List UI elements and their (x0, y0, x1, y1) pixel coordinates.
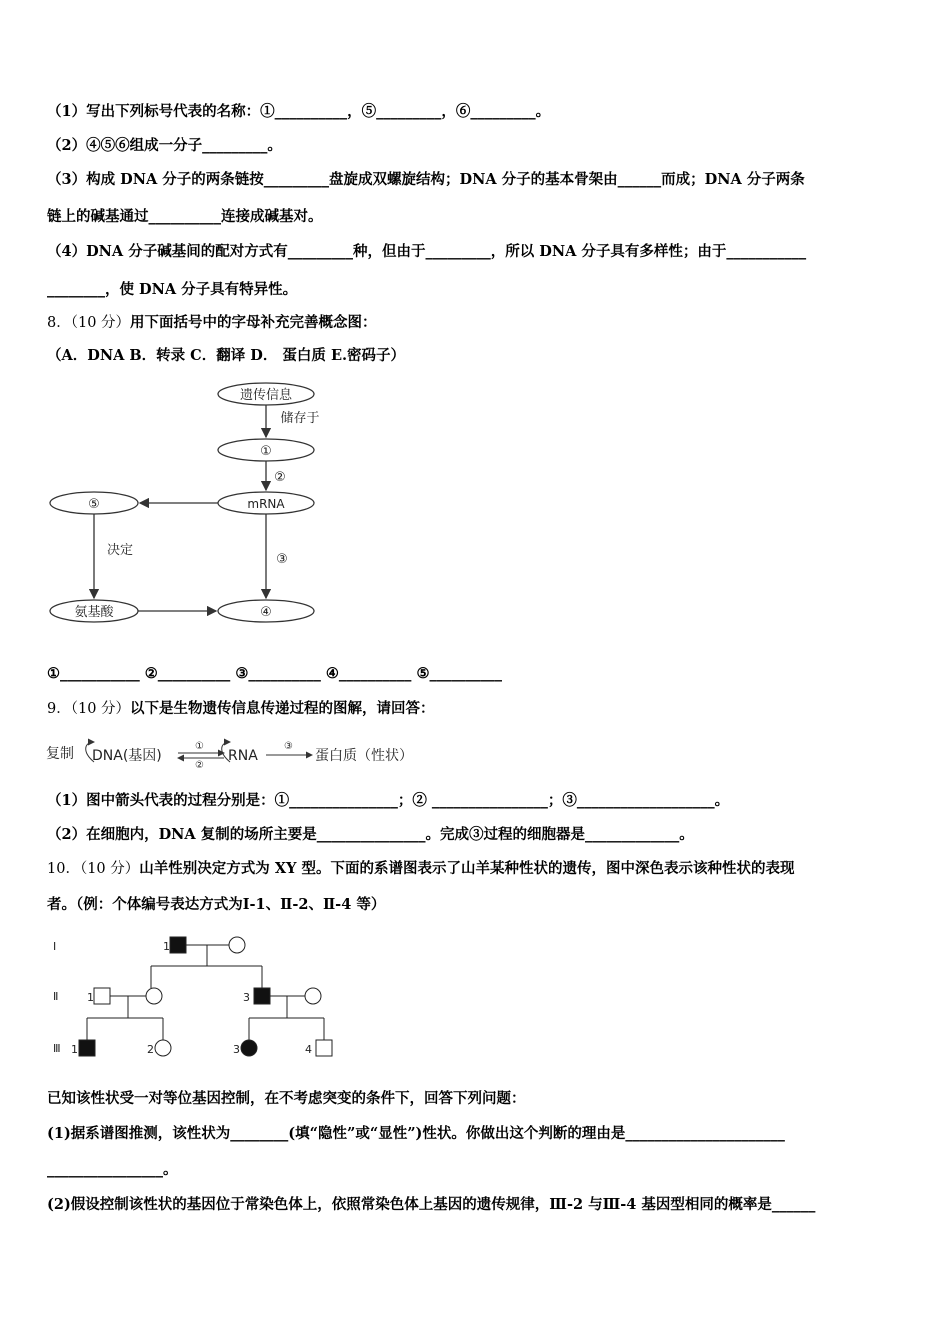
flow-replicate: 复制 (46, 746, 74, 762)
label-node-1: ① (260, 444, 272, 459)
q9-title-text: 以下是生物遗传信息传递过程的图解，请回答： (130, 700, 435, 717)
gen-III: Ⅲ (53, 1042, 61, 1055)
q8-title (47, 313, 377, 333)
q10-part-1-cont: ________________。 (47, 1161, 178, 1178)
q7-line-6: ________，使 DNA 分子具有特异性。 (47, 281, 298, 298)
individual-I-2 (229, 937, 245, 953)
q7-line-2: （2）④⑤⑥组成一分子_________。 (47, 137, 282, 154)
gen-I: Ⅰ (53, 940, 57, 953)
flow-c2: ② (195, 760, 204, 771)
individual-III-1 (79, 1040, 95, 1056)
q9-number: 9．（10 分） (47, 701, 131, 717)
id-III-3: 3 (233, 1043, 240, 1056)
flow-dna: DNA(基因) (92, 748, 162, 764)
concept-map (40, 372, 340, 634)
pedigree-chart (45, 928, 345, 1066)
id-II-1: 1 (87, 991, 94, 1004)
id-III-2: 2 (147, 1043, 154, 1056)
label-genetic-info: 遗传信息 (239, 388, 293, 403)
q7-line-3: （3）构成 DNA 分子的两条链按_________盘旋成双螺旋结构；DNA 分子的基本骨架由______而成；DNA 分子两条 (47, 171, 805, 188)
q10-known: 已知该性状受一对等位基因控制，在不考虑突变的条件下，回答下列问题： (47, 1090, 526, 1107)
q9-line-2: （2）在细胞内，DNA 复制的场所主要是_______________。完成③过程的细胞器是_____________。 (47, 826, 694, 843)
individual-III-3 (241, 1040, 257, 1056)
q10-title-cont: 者。（例：个体编号表达方式为Ⅰ-1、Ⅱ-2、Ⅱ-4 等） (47, 896, 386, 913)
id-I-1: 1 (163, 940, 170, 953)
q10-number: 10．（10 分） (47, 861, 140, 877)
individual-III-2 (155, 1040, 171, 1056)
q10-title-text: 山羊性别决定方式为 XY 型。下面的系谱图表示了山羊某种性状的遗传，图中深色表示该种性状的表现 (139, 860, 795, 877)
label-stored-in: 储存于 (280, 411, 320, 426)
q10-title (47, 859, 794, 879)
individual-I-1 (170, 937, 186, 953)
q9-title (47, 699, 435, 719)
q10-part-2: (2)假设控制该性状的基因位于常染色体上，依照常染色体上基因的遗传规律，Ⅲ-2 与Ⅲ-4 基因型相同的概率是______ (47, 1196, 816, 1213)
label-node-5: ⑤ (88, 497, 100, 512)
individual-III-4 (316, 1040, 332, 1056)
label-node-4: ④ (260, 605, 272, 620)
individual-II-3 (254, 988, 270, 1004)
flow-protein: 蛋白质（性状） (315, 748, 413, 764)
individual-II-4 (305, 988, 321, 1004)
q7-line-4: 链上的碱基通过__________连接成碱基对。 (47, 208, 323, 225)
label-arrow-3: ③ (276, 552, 288, 567)
gen-II: Ⅱ (53, 990, 59, 1003)
info-flow-diagram (42, 734, 442, 774)
flow-c1: ① (195, 741, 204, 752)
id-II-3: 3 (243, 991, 250, 1004)
flow-c3: ③ (284, 741, 293, 752)
individual-II-1 (94, 988, 110, 1004)
flow-rna: RNA (228, 748, 258, 764)
label-mrna: mRNA (247, 497, 285, 511)
q10-part-1: (1)据系谱图推测，该性状为________(填“隐性”或“显性”)性状。你做出这个判断的理由是______________________ (47, 1125, 785, 1142)
q7-line-1: （1）写出下列标号代表的名称：①__________，⑤_________，⑥_________。 (47, 103, 551, 120)
q7-line-5: （4）DNA 分子碱基间的配对方式有_________种，但由于_________，所以 DNA 分子具有多样性；由于___________ (47, 243, 807, 260)
q8-options: （A．DNA B．转录 C．翻译 D． 蛋白质 E.密码子） (47, 347, 406, 364)
q8-answers: ①___________ ②__________ ③__________ ④__________ ⑤__________ (47, 665, 502, 682)
id-III-1: 1 (71, 1043, 78, 1056)
q8-number: 8．（10 分） (47, 315, 131, 331)
id-III-4: 4 (305, 1043, 312, 1056)
label-decide: 决定 (106, 543, 134, 558)
label-amino-acid: 氨基酸 (74, 605, 114, 620)
q8-title-text: 用下面括号中的字母补充完善概念图： (130, 314, 377, 331)
q9-line-1: （1）图中箭头代表的过程分别是：①_______________；② ________________；③___________________。 (47, 792, 730, 809)
label-arrow-2: ② (274, 470, 286, 485)
individual-II-2 (146, 988, 162, 1004)
